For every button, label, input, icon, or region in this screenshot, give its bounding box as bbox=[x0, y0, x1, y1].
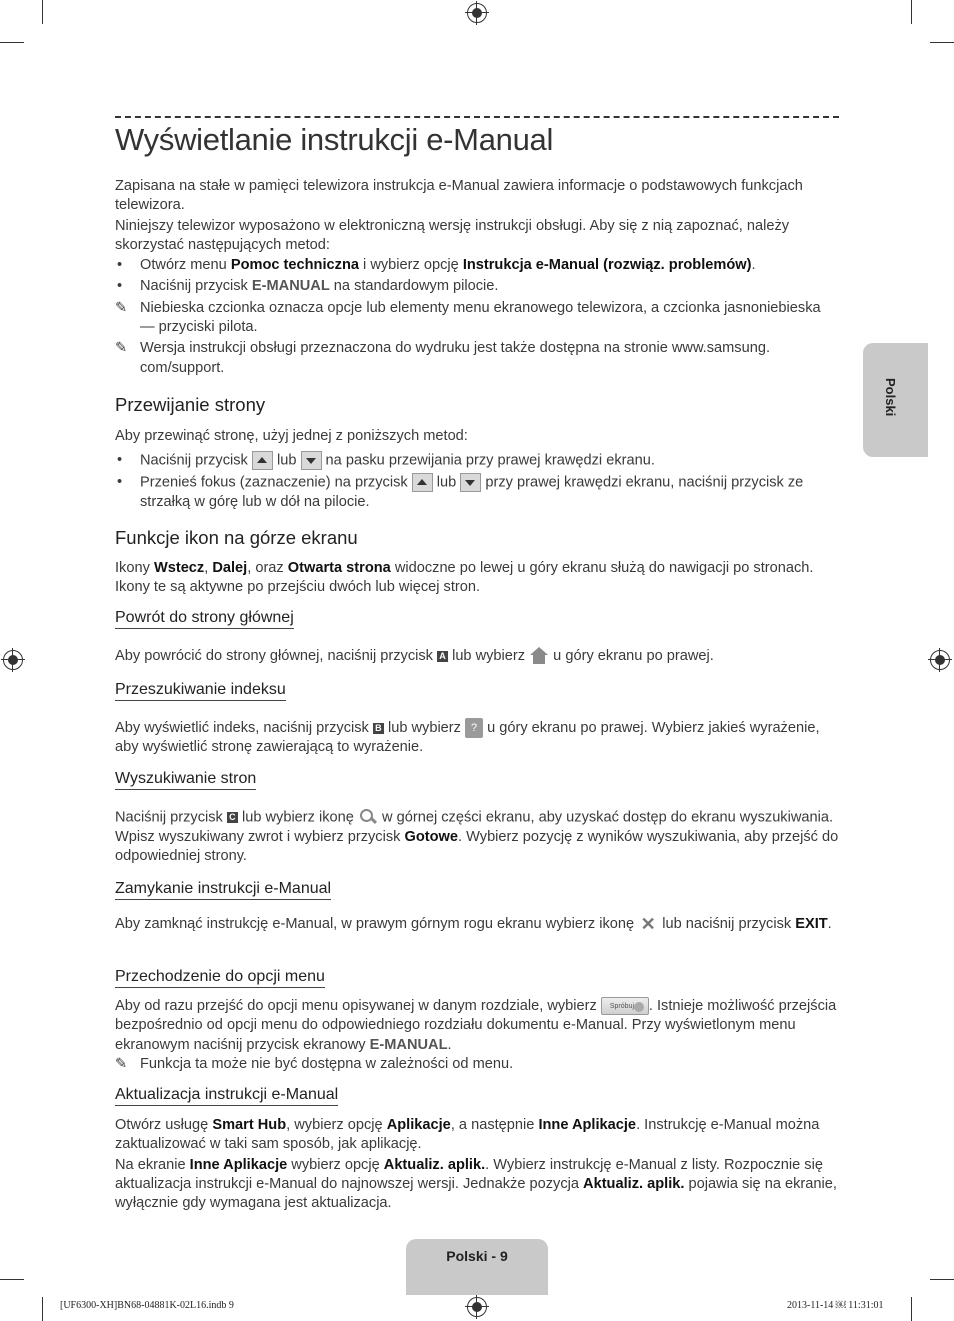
scroll-down-icon bbox=[301, 451, 322, 470]
note-pencil-icon: ✎ bbox=[115, 340, 128, 357]
note-item: ✎ Funkcja ta może nie być dostępna w zależności od menu. bbox=[115, 1055, 839, 1074]
list-item: • Otwórz menu Pomoc techniczna i wybierz opcję Instrukcja e-Manual (rozwiąz. problemów). bbox=[117, 257, 756, 274]
intro-paragraph: Zapisana na stałe w pamięci telewizora instrukcja e-Manual zawiera informacje o podstawowych funkcjach telewizora. bbox=[115, 178, 803, 214]
crop-mark bbox=[0, 42, 24, 43]
subheading-close: Zamykanie instrukcji e-Manual bbox=[115, 880, 331, 900]
search-section: Naciśnij przycisk C lub wybierz ikonę w górnej części ekranu, aby uzyskać dostęp do ekranu wyszukiwania. Wpisz wyszukiwany zwrot i wybierz przycisk Gotowe. Wybierz pozycję z wyników wyszukiwania, aby przejść do odpowiedniej strony. bbox=[115, 809, 839, 864]
crop-mark bbox=[911, 0, 912, 24]
icons-paragraph: Ikony Wstecz, Dalej, oraz Otwarta strona widoczne po lewej u góry ekranu służą do nawigacji po stronach. Ikony te są aktywne po przejściu dwóch lub więcej stron. bbox=[115, 560, 814, 596]
search-icon bbox=[358, 808, 378, 827]
registration-mark-icon bbox=[467, 3, 487, 23]
title-dashed-rule bbox=[115, 116, 839, 118]
intro-section bbox=[115, 177, 839, 378]
c-key-icon: C bbox=[227, 812, 238, 823]
crop-mark bbox=[0, 1279, 24, 1280]
menu-section: Aby od razu przejść do opcji menu opisywanej w danym rozdziale, wybierz Spróbuj . Istnieje możliwość przejścia bezpośrednio od opcji menu do odpowiedniego rozdziału dokumentu e-Manual. Przy wyświetlonym menu ekranowym naciśnij przycisk ekranowy E-MANUAL. ✎ Funkcja ta może nie być dostępna w zależności od menu. bbox=[115, 997, 839, 1074]
intro-list bbox=[115, 256, 839, 378]
list-item: • Naciśnij przycisk lub na pasku przewijania przy prawej krawędzi ekranu. bbox=[117, 452, 655, 469]
registration-mark-icon bbox=[3, 650, 23, 670]
subheading-home: Powrót do strony głównej bbox=[115, 609, 294, 629]
subheading-search: Wyszukiwanie stron bbox=[115, 770, 256, 790]
crop-mark bbox=[42, 0, 43, 24]
home-icon bbox=[529, 647, 549, 665]
crop-mark bbox=[930, 42, 954, 43]
subheading-index: Przeszukiwanie indeksu bbox=[115, 681, 286, 701]
scroll-paragraph: Aby przewinąć stronę, użyj jednej z poniższych metod: bbox=[115, 428, 468, 444]
list-item: • Naciśnij przycisk E-MANUAL na standardowym pilocie. bbox=[117, 278, 499, 295]
scroll-down-icon bbox=[460, 473, 481, 492]
index-icon: ? bbox=[465, 718, 483, 738]
a-key-icon: A bbox=[437, 651, 448, 662]
scroll-up-icon bbox=[412, 473, 433, 492]
intro-paragraph: Niniejszy telewizor wyposażono w elektroniczną wersję instrukcji obsługi. Aby się z nią zapoznać, należy skorzystać następujących metod: bbox=[115, 217, 790, 253]
close-section: Aby zamknąć instrukcję e-Manual, w prawym górnym rogu ekranu wybierz ikonę ✕ lub naciśnij przycisk EXIT. bbox=[115, 914, 832, 935]
update-section: Otwórz usługę Smart Hub, wybierz opcję Aplikacje, a następnie Inne Aplikacje. Instrukcję e-Manual można zaktualizować w taki sam sposób, jak aplikację. Na ekranie Inne Aplikacje wybierz opcję Aktualiz. aplik.. Wybierz instrukcję e-Manual z listy. Rozpocznie się aktualizacja instrukcji e-Manual do najnowszej wersji. Jednakże pozycja Aktualiz. aplik. pojawia się na ekranie, wyłącznie gdy wymagana jest aktualizacja. bbox=[115, 1117, 837, 1212]
note-pencil-icon: ✎ bbox=[115, 299, 128, 316]
subheading-update: Aktualizacja instrukcji e-Manual bbox=[115, 1086, 338, 1106]
page-number-tab: Polski - 9 bbox=[406, 1239, 548, 1295]
note-item: ✎ Wersja instrukcji obsługi przeznaczona do wydruku jest także dostępna na stronie www.samsung. com/support. bbox=[115, 340, 771, 376]
note-pencil-icon: ✎ bbox=[115, 1055, 128, 1072]
crop-mark bbox=[930, 1279, 954, 1280]
scroll-section bbox=[115, 427, 839, 512]
list-item: • Przenieś fokus (zaznaczenie) na przycisk lub przy prawej krawędzi ekranu, naciśnij przycisk ze strzałką w górę lub w dół na pilocie. bbox=[117, 473, 804, 510]
crop-mark bbox=[42, 1297, 43, 1321]
close-icon: ✕ bbox=[640, 914, 656, 935]
try-now-button-icon: Spróbuj bbox=[601, 997, 649, 1015]
registration-mark-icon bbox=[467, 1297, 487, 1317]
crop-mark bbox=[911, 1297, 912, 1321]
registration-mark-icon bbox=[930, 650, 950, 670]
page-title: Wyświetlanie instrukcji e-Manual bbox=[115, 122, 554, 157]
home-section: Aby powrócić do strony głównej, naciśnij przycisk A lub wybierz u góry ekranu po prawej. bbox=[115, 648, 714, 664]
footer-file-info: [UF6300-XH]BN68-04881K-02L16.indb 9 bbox=[60, 1300, 234, 1311]
note-item: ✎ Niebieska czcionka oznacza opcje lub elementy menu ekranowego telewizora, a czcionka jasnoniebieska — przyciski pilota. bbox=[115, 299, 821, 336]
language-side-tab: Polski bbox=[863, 343, 928, 457]
footer-timestamp: 2013-11-14 ￼ 11:31:01 bbox=[787, 1300, 884, 1311]
index-section: Aby wyświetlić indeks, naciśnij przycisk B lub wybierz ? u góry ekranu po prawej. Wybierz jakieś wyrażenie, aby wyświetlić stronę zawierającą to wyrażenie. bbox=[115, 719, 820, 756]
section-heading-icons: Funkcje ikon na górze ekranu bbox=[115, 527, 358, 548]
b-key-icon: B bbox=[373, 723, 384, 734]
subheading-menu: Przechodzenie do opcji menu bbox=[115, 968, 325, 988]
icons-section bbox=[115, 559, 839, 598]
scroll-up-icon bbox=[252, 451, 273, 470]
section-heading-scroll: Przewijanie strony bbox=[115, 394, 266, 415]
